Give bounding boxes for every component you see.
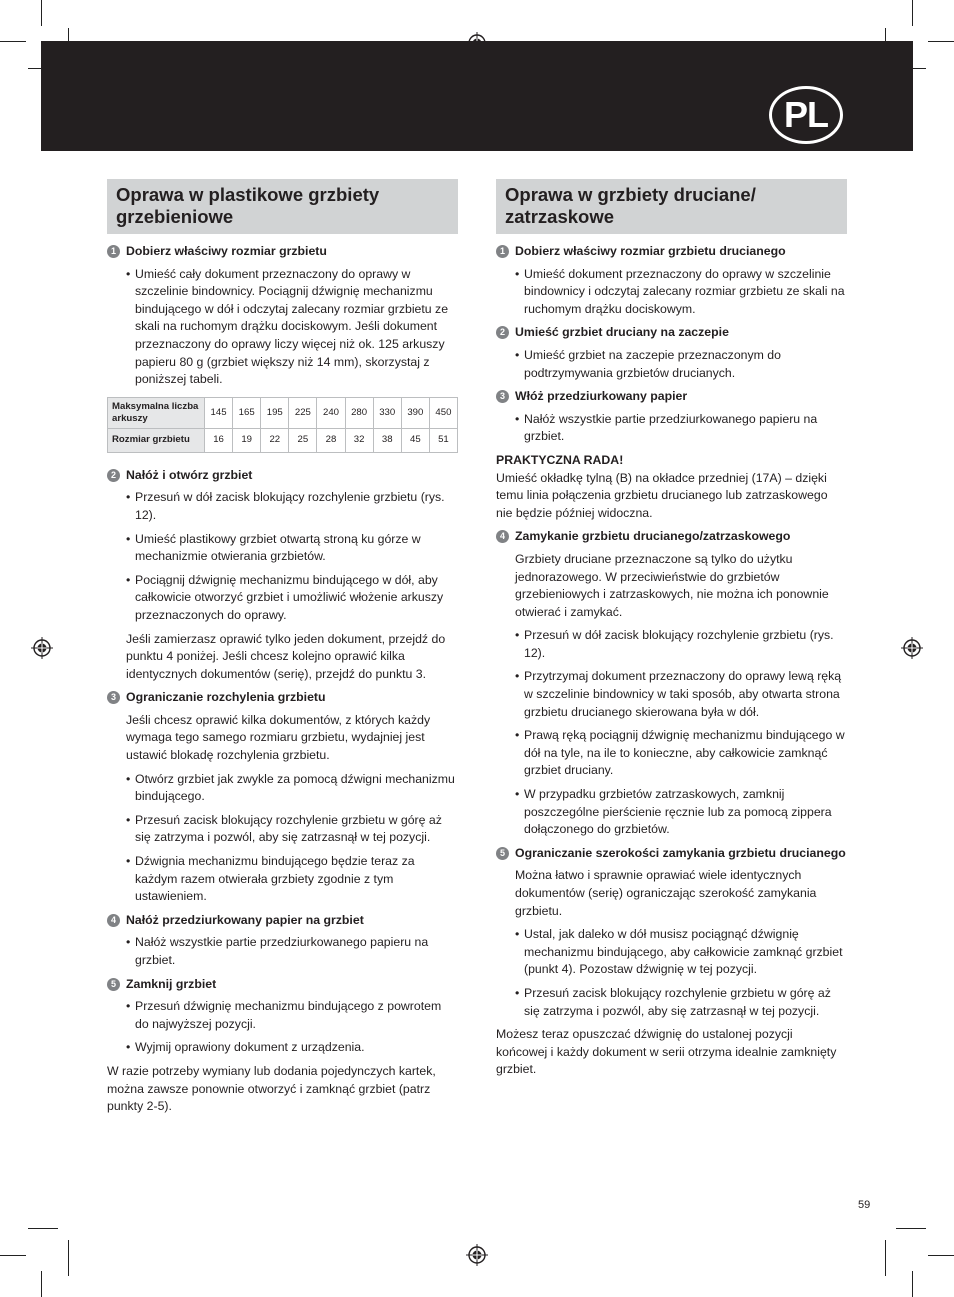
step-title: Dobierz właściwy rozmiar grzbietu <box>126 244 327 258</box>
crop-mark <box>912 0 913 26</box>
bullet-item: • W przypadku grzbietów zatrzaskowych, zamknij poszczególne pierścienie ręcznie lub za pomocą zippera dołączonego do grzbietów. <box>496 786 847 839</box>
tip-title: PRAKTYCZNA RADA! <box>496 452 624 467</box>
crop-mark <box>928 1255 954 1256</box>
table-row-header: Rozmiar grzbietu <box>108 428 205 452</box>
table-cell: 38 <box>373 428 401 452</box>
step-heading <box>107 467 458 485</box>
step-heading <box>496 243 847 261</box>
step-heading <box>107 689 458 707</box>
paragraph: Grzbiety druciane przeznaczone są tylko do użytku jednorazowego. W przeciwieństwie do grzbietów grzebieniowych i zatrzaskowych, nie można ich ponownie otwierać i zamykać. <box>515 551 829 619</box>
step-number-icon: 5 <box>107 978 120 991</box>
left-column <box>107 179 458 1122</box>
step-title: Ograniczanie rozchylenia grzbietu <box>126 690 326 705</box>
step-number-icon: 1 <box>107 245 120 258</box>
right-column <box>496 179 847 1085</box>
crop-mark <box>0 1255 26 1256</box>
table-cell: 280 <box>345 397 373 428</box>
spine-size-table <box>107 397 458 453</box>
step-number-icon: 3 <box>107 691 120 704</box>
tip-text: Umieść okładkę tylną (B) na okładce przedniej (17A) – dzięki temu linia połączenia grzbietu drucianego lub zatrzaskowego nie będzie później widoczna. <box>496 470 828 520</box>
step-heading <box>496 845 847 863</box>
step-title: Zamknij grzbiet <box>126 976 217 991</box>
registration-mark-icon <box>31 637 53 659</box>
step-heading <box>107 912 458 930</box>
crop-mark <box>928 41 954 42</box>
crop-mark <box>885 1240 886 1276</box>
table-cell: 330 <box>373 397 401 428</box>
table-cell: 195 <box>261 397 289 428</box>
section-title: Oprawa w plastikowe grzbiety grzebieniowe <box>107 179 458 234</box>
table-cell: 19 <box>233 428 261 452</box>
table-cell: 45 <box>401 428 429 452</box>
bullet-item: • Umieść plastikowy grzbiet otwartą stroną ku górze w mechanizmie otwierania grzbietów. <box>107 531 458 566</box>
crop-mark <box>41 0 42 26</box>
bullet-item: • Przytrzymaj dokument przeznaczony do oprawy lewą ręką w szczelinie bindownicy w taki sposób, aby otwarta strona grzbietu drucianego skierowana była w dół. <box>496 668 847 721</box>
step-title: Włóż przedziurkowany papier <box>515 389 688 404</box>
crop-mark <box>41 1271 42 1297</box>
step-title: Ograniczanie szerokości zamykania grzbietu drucianego <box>515 845 846 860</box>
table-cell: 165 <box>233 397 261 428</box>
bullet-item: • Przesuń w dół zacisk blokujący rozchylenie grzbietu (rys. 12). <box>107 489 458 524</box>
table-cell: 390 <box>401 397 429 428</box>
table-row-header: Maksymalna liczba arkuszy <box>108 397 205 428</box>
crop-mark <box>68 1240 69 1276</box>
step-heading <box>107 976 458 994</box>
bullet-item: • Przesuń zacisk blokujący rozchylenie grzbietu w górę aż się zatrzyma i pozwól, aby się zatrzasnął w tej pozycji. <box>496 985 847 1020</box>
language-badge: PL <box>769 86 843 144</box>
table-row <box>108 397 458 428</box>
closing-paragraph: Możesz teraz opuszczać dźwignię do ustalonej pozycji końcowej i każdy dokument w serii otrzyma idealnie zamknięty grzbiet. <box>496 1027 837 1077</box>
step-number-icon: 2 <box>496 326 509 339</box>
table-cell: 28 <box>317 428 345 452</box>
bullet-item: • Umieść grzbiet na zaczepie przeznaczonym do podtrzymywania grzbietów drucianych. <box>496 347 847 382</box>
step-number-icon: 1 <box>496 245 509 258</box>
closing-paragraph: W razie potrzeby wymiany lub dodania pojedynczych kartek, można zawsze ponownie otworzyć i zamknąć grzbiet (patrz punkty 2-5). <box>107 1063 436 1114</box>
step-title: Zamykanie grzbietu drucianego/zatrzaskowego <box>515 529 791 544</box>
table-cell: 450 <box>429 397 457 428</box>
bullet-item: • Prawą ręką pociągnij dźwignię mechanizmu bindującego w dół na tyle, na ile to konieczne, aby całkowicie zamknąć grzbiet druciany. <box>496 727 847 780</box>
paragraph: Można łatwo i sprawnie oprawiać wiele identycznych dokumentów (serię) ograniczając szerokość zamykania grzbietu. <box>515 868 817 918</box>
table-cell: 25 <box>289 428 317 452</box>
table-cell: 22 <box>261 428 289 452</box>
step-number-icon: 2 <box>107 469 120 482</box>
step-number-icon: 4 <box>496 530 509 543</box>
table-cell: 145 <box>205 397 233 428</box>
table-cell: 240 <box>317 397 345 428</box>
step-number-icon: 5 <box>496 847 509 860</box>
crop-mark <box>912 1271 913 1297</box>
step-number-icon: 4 <box>107 914 120 927</box>
step-heading <box>496 528 847 546</box>
step-heading <box>496 324 847 342</box>
bullet-item: • Otwórz grzbiet jak zwykle za pomocą dźwigni mechanizmu bindującego. <box>107 771 458 806</box>
table-cell: 16 <box>205 428 233 452</box>
step-number-icon: 3 <box>496 390 509 403</box>
table-row <box>108 428 458 452</box>
step-heading <box>496 388 847 406</box>
bullet-item: • Umieść cały dokument przeznaczony do oprawy w szczelinie bindownicy. Pociągnij dźwignię mechanizmu bindującego w dół i odczytaj zalecany rozmiar grzbietu ze skali na ruchomym drążku dociskowym. Jeśli dokument przeznaczony do oprawy liczy więcej niż ok. 125 arkuszy papieru 80 g (grzbiet większy niż 14 mm), skorzystaj z poniższej tabeli. <box>107 266 458 389</box>
paragraph: Jeśli chcesz oprawić kilka dokumentów, z których każdy wymaga tego samego rozmiaru grzbietu, wydajniej jest ustawić blokadę rozchylenia grzbietu. <box>126 712 431 763</box>
bullet-item: • Wyjmij oprawiony dokument z urządzenia. <box>107 1039 458 1057</box>
step-title: Nałóż i otwórz grzbiet <box>126 467 253 482</box>
page-number: 59 <box>858 1199 871 1211</box>
step-heading <box>107 243 458 261</box>
section-title: Oprawa w grzbiety druciane/ zatrzaskowe <box>496 179 847 234</box>
crop-mark <box>896 1228 926 1229</box>
bullet-item: • Dźwignia mechanizmu bindującego będzie teraz za każdym razem otwierała grzbiety zgodnie z tym ustawieniem. <box>107 853 458 906</box>
step-title: Dobierz właściwy rozmiar grzbietu drucianego <box>515 244 786 258</box>
bullet-item: • Pociągnij dźwignię mechanizmu bindującego w dół, aby całkowicie otworzyć grzbiet i umożliwić włożenie arkuszy przeznaczonych do oprawy. <box>107 572 458 625</box>
step-title: Nałóż przedziurkowany papier na grzbiet <box>126 912 364 927</box>
registration-mark-icon <box>901 637 923 659</box>
table-cell: 225 <box>289 397 317 428</box>
bullet-item: • Nałóż wszystkie partie przedziurkowanego papieru na grzbiet. <box>496 411 847 446</box>
registration-mark-icon <box>466 1244 488 1266</box>
table-cell: 51 <box>429 428 457 452</box>
bullet-item: • Przesuń w dół zacisk blokujący rozchylenie grzbietu (rys. 12). <box>496 627 847 662</box>
crop-mark <box>0 41 26 42</box>
table-cell: 32 <box>345 428 373 452</box>
step-title: Umieść grzbiet druciany na zaczepie <box>515 325 729 340</box>
paragraph: Jeśli zamierzasz oprawić tylko jeden dokument, przejdź do punktu 4 poniżej. Jeśli chcesz kolejno oprawić kilka identycznych dokumentów (serię), przejdź do punktu 3. <box>126 631 446 681</box>
bullet-item: • Nałóż wszystkie partie przedziurkowanego papieru na grzbiet. <box>107 934 458 969</box>
bullet-item: • Przesuń dźwignię mechanizmu bindującego z powrotem do najwyższej pozycji. <box>107 998 458 1033</box>
bullet-item: • Umieść dokument przeznaczony do oprawy w szczelinie bindownicy i odczytaj zalecany rozmiar grzbietu ze skali na ruchomym drążku dociskowym. <box>496 266 847 319</box>
bullet-item: • Przesuń zacisk blokujący rozchylenie grzbietu w górę aż się zatrzyma i pozwól, aby się zatrzasnął w tej pozycji. <box>107 812 458 847</box>
crop-mark <box>28 1228 58 1229</box>
bullet-item: • Ustal, jak daleko w dół musisz pociągnąć dźwignię mechanizmu bindującego, aby całkowicie zamknąć grzbiet (punkt 4). Pozostaw dźwignię w tej pozycji. <box>496 926 847 979</box>
